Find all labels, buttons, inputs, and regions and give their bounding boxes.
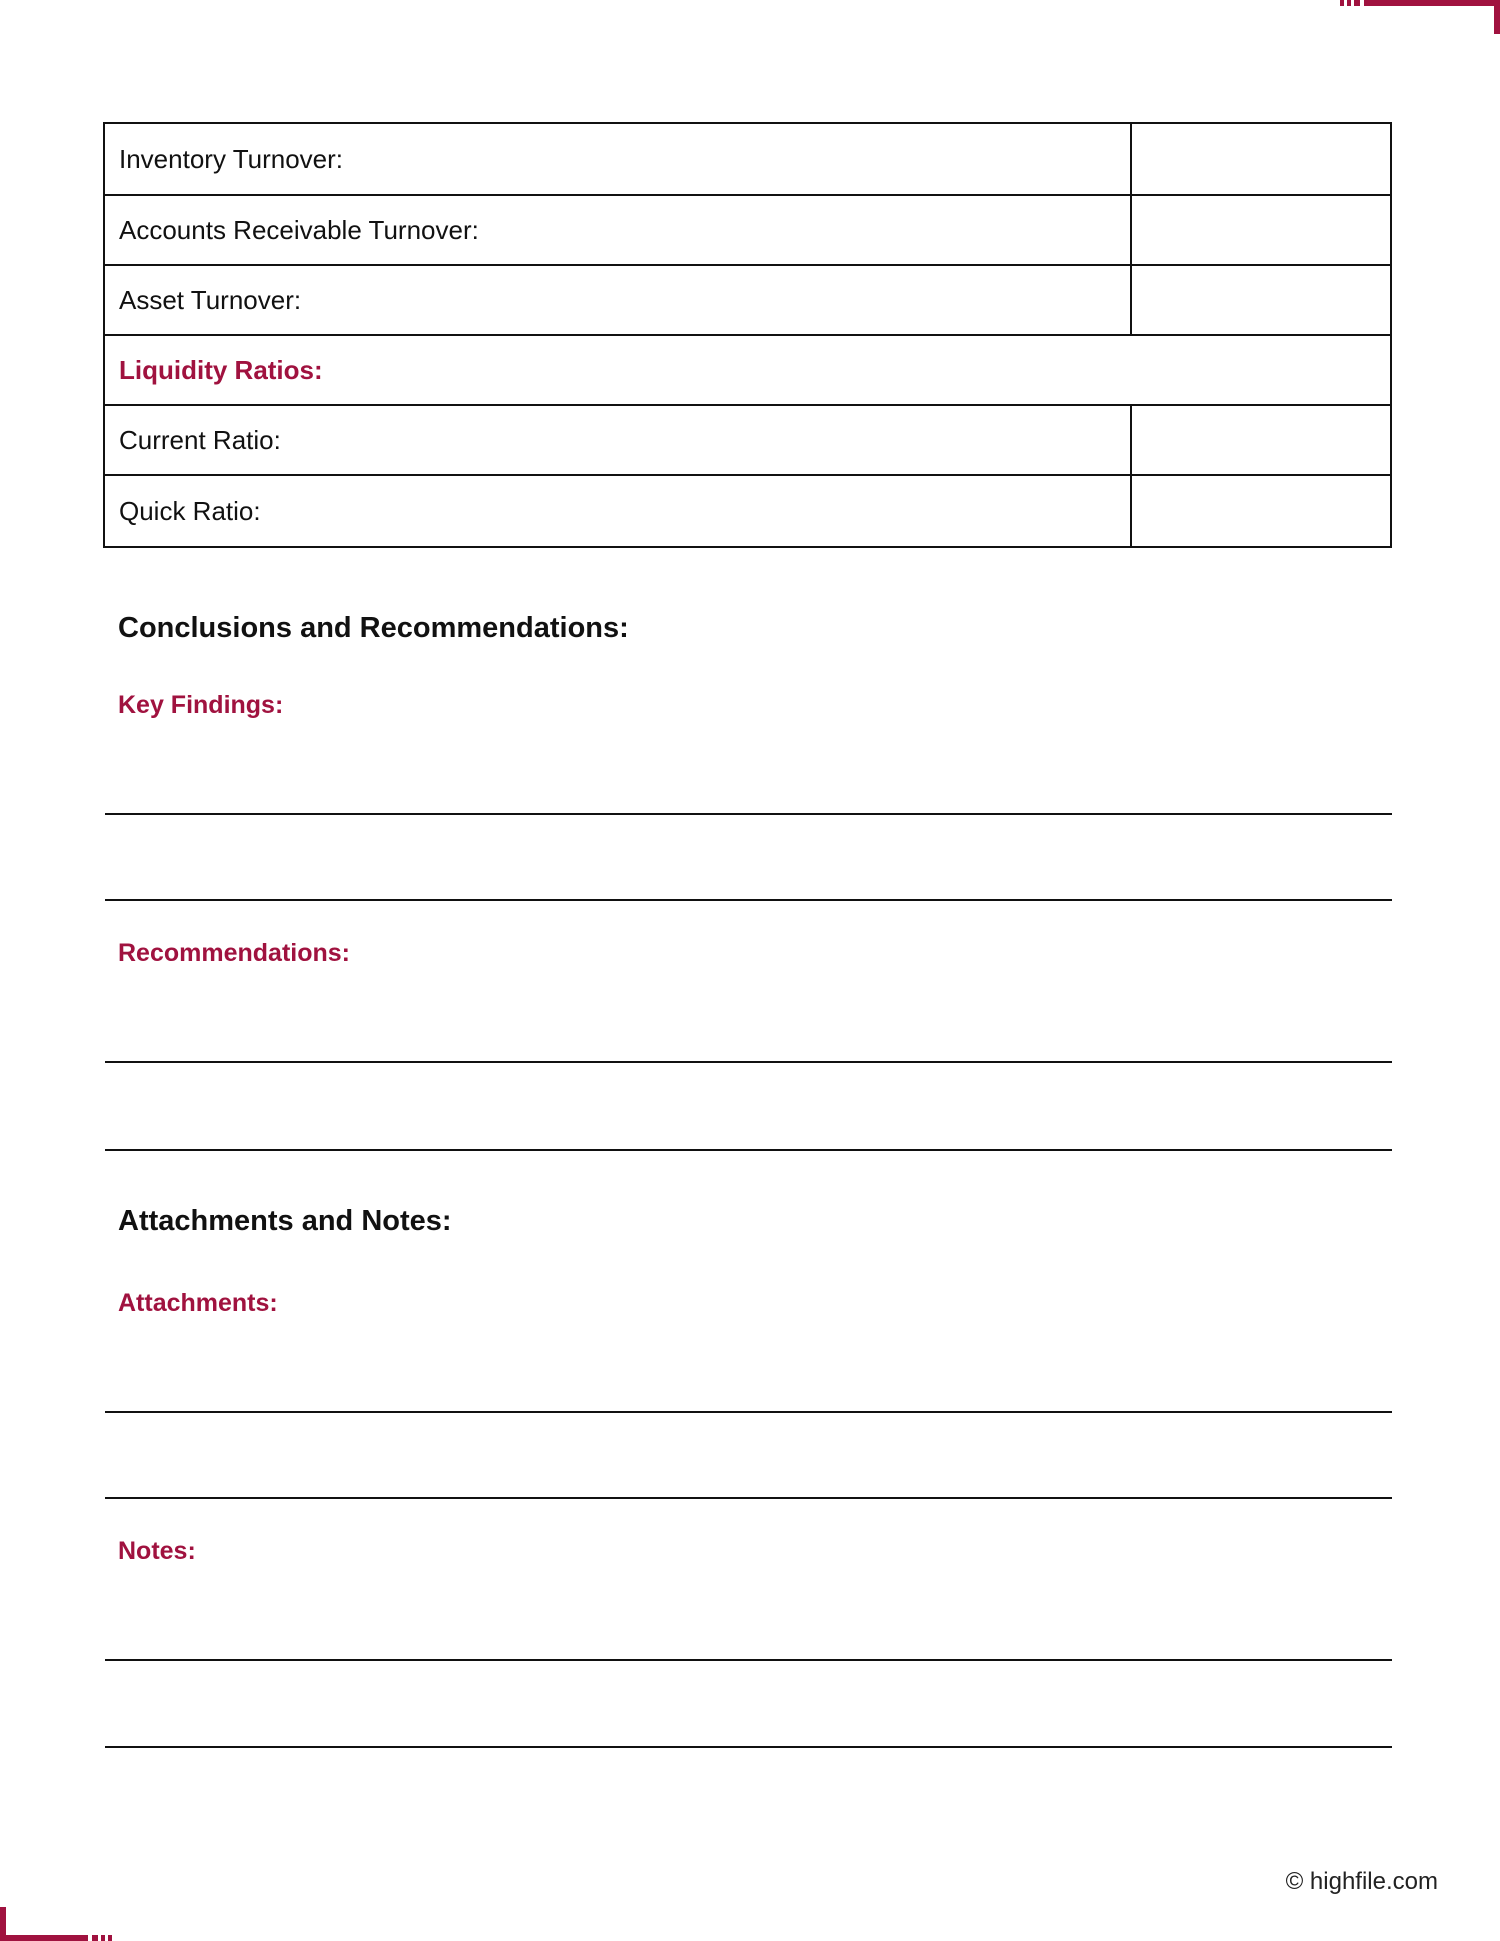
footer-copyright: © highfile.com: [1285, 1868, 1438, 1895]
quick-ratio-label: Quick Ratio:: [104, 475, 1131, 547]
table-section-row: [104, 335, 1391, 405]
conclusions-heading: Conclusions and Recommendations:: [118, 612, 629, 644]
table-row: [104, 123, 1391, 195]
attachments-label: Attachments:: [118, 1289, 278, 1317]
table-row: [104, 475, 1391, 547]
ratio-table: [103, 122, 1392, 548]
notes-label: Notes:: [118, 1537, 196, 1565]
table-row: [104, 405, 1391, 475]
accounts-receivable-turnover-label: Accounts Receivable Turnover:: [104, 195, 1131, 265]
attachments-line-2[interactable]: [105, 1497, 1392, 1499]
quick-ratio-value-field[interactable]: [1131, 475, 1391, 547]
asset-turnover-value-field[interactable]: [1131, 265, 1391, 335]
corner-decoration-top-right: [1340, 0, 1500, 34]
notes-line-2[interactable]: [105, 1746, 1392, 1748]
key-findings-line-1[interactable]: [105, 813, 1392, 815]
key-findings-label: Key Findings:: [118, 691, 284, 719]
attachments-line-1[interactable]: [105, 1411, 1392, 1413]
recommendations-line-1[interactable]: [105, 1061, 1392, 1063]
current-ratio-value-field[interactable]: [1131, 405, 1391, 475]
corner-decoration-bottom-left: [0, 1907, 130, 1941]
recommendations-line-2[interactable]: [105, 1149, 1392, 1151]
accounts-receivable-turnover-value-field[interactable]: [1131, 195, 1391, 265]
inventory-turnover-label: Inventory Turnover:: [104, 123, 1131, 195]
table-row: [104, 195, 1391, 265]
inventory-turnover-value-field[interactable]: [1131, 123, 1391, 195]
attachments-notes-heading: Attachments and Notes:: [118, 1205, 452, 1237]
table-row: [104, 265, 1391, 335]
recommendations-label: Recommendations:: [118, 939, 350, 967]
notes-line-1[interactable]: [105, 1659, 1392, 1661]
key-findings-line-2[interactable]: [105, 899, 1392, 901]
current-ratio-label: Current Ratio:: [104, 405, 1131, 475]
liquidity-ratios-heading: Liquidity Ratios:: [104, 335, 1391, 405]
asset-turnover-label: Asset Turnover:: [104, 265, 1131, 335]
